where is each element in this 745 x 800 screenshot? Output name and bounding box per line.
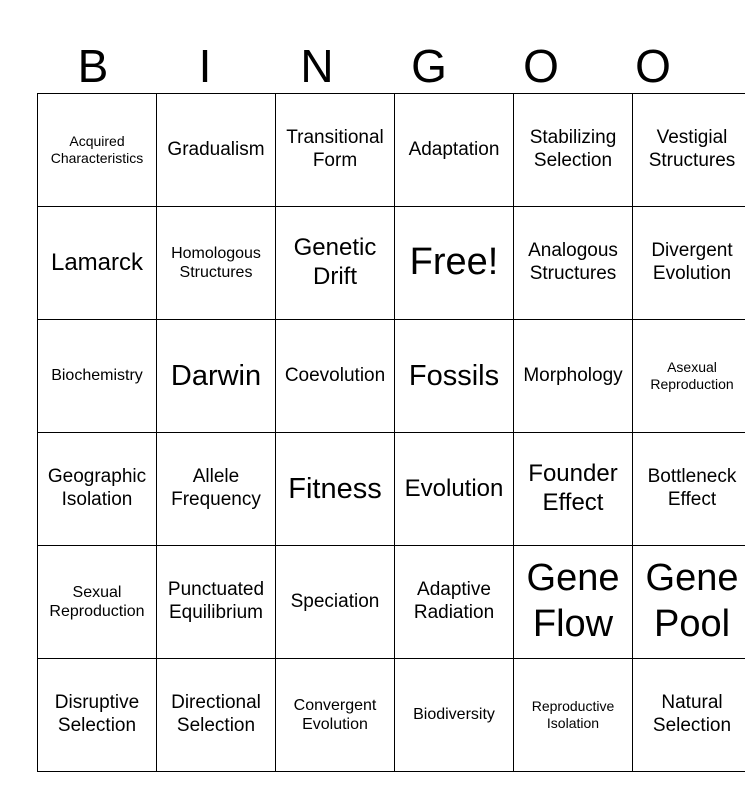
bingo-cell[interactable] <box>395 659 514 772</box>
bingo-cell[interactable] <box>514 659 633 772</box>
bingo-cell[interactable] <box>514 320 633 433</box>
header-letter-o: O <box>523 40 559 92</box>
bingo-cell[interactable] <box>276 94 395 207</box>
cell-label: Adaptive Radiation <box>413 579 495 623</box>
cell-label: Asexual Reproduction <box>650 359 734 392</box>
cell-label: Stabilizing Selection <box>529 127 617 171</box>
bingo-cell[interactable] <box>514 546 633 659</box>
bingo-cell[interactable] <box>395 433 514 546</box>
bingo-cell[interactable] <box>38 94 157 207</box>
bingo-cell[interactable] <box>276 659 395 772</box>
bingo-cell[interactable] <box>633 94 745 207</box>
cell-label: Disruptive Selection <box>54 692 140 736</box>
free-cell[interactable] <box>395 207 514 320</box>
cell-label: Acquired Characteristics <box>50 133 144 166</box>
header-letter-b: B <box>77 40 109 92</box>
bingo-cell[interactable] <box>276 207 395 320</box>
cell-label: Adaptation <box>408 138 500 160</box>
bingo-cell[interactable] <box>157 320 276 433</box>
bingo-cell[interactable] <box>38 207 157 320</box>
bingo-header <box>37 38 709 94</box>
bingo-cell[interactable] <box>157 659 276 772</box>
board-row <box>38 659 745 772</box>
cell-label: Free! <box>409 241 499 284</box>
cell-label: Vestigial Structures <box>648 127 736 171</box>
bingo-cell[interactable] <box>633 546 745 659</box>
cell-label: Homologous Structures <box>171 244 261 281</box>
bingo-cell[interactable] <box>38 433 157 546</box>
cell-label: Bottleneck Effect <box>647 466 737 510</box>
board-row <box>38 94 745 207</box>
header-letter-i: I <box>198 40 212 92</box>
bingo-cell[interactable] <box>633 659 745 772</box>
cell-label: Genetic Drift <box>293 234 377 290</box>
cell-label: Natural Selection <box>652 692 732 736</box>
cell-label: Speciation <box>290 590 380 612</box>
header-letter-g: G <box>411 40 447 92</box>
board-row <box>38 433 745 546</box>
board-row <box>38 546 745 659</box>
cell-label: Transitional Form <box>286 127 384 171</box>
bingo-cell[interactable] <box>157 433 276 546</box>
bingo-cell[interactable] <box>395 94 514 207</box>
bingo-cell[interactable] <box>157 94 276 207</box>
board-row <box>38 320 745 433</box>
bingo-cell[interactable] <box>514 207 633 320</box>
cell-label: Gradualism <box>167 138 265 160</box>
cell-label: Fossils <box>408 359 500 392</box>
cell-label: Analogous Structures <box>528 240 618 284</box>
cell-label: Convergent Evolution <box>293 696 377 733</box>
bingo-cell[interactable] <box>395 320 514 433</box>
bingo-cell[interactable] <box>276 546 395 659</box>
bingo-cell[interactable] <box>514 433 633 546</box>
cell-label: Allele Frequency <box>171 466 261 510</box>
bingo-cell[interactable] <box>633 433 745 546</box>
cell-label: Lamarck <box>50 248 144 276</box>
cell-label: Evolution <box>404 474 504 502</box>
bingo-cell[interactable] <box>633 320 745 433</box>
cell-label: Biochemistry <box>51 367 143 385</box>
cell-label: Coevolution <box>284 364 386 386</box>
bingo-cell[interactable] <box>276 320 395 433</box>
bingo-cell[interactable] <box>395 546 514 659</box>
cell-label: Gene Flow <box>526 557 620 645</box>
bingo-cell[interactable] <box>157 546 276 659</box>
bingo-board <box>37 93 745 772</box>
bingo-cell[interactable] <box>38 320 157 433</box>
cell-label: Divergent Evolution <box>651 240 733 284</box>
bingo-cell[interactable] <box>276 433 395 546</box>
board-row <box>38 207 745 320</box>
bingo-cell[interactable] <box>514 94 633 207</box>
cell-label: Biodiversity <box>413 706 495 724</box>
header-letter-o-2: O <box>635 40 671 92</box>
bingo-cell[interactable] <box>157 207 276 320</box>
cell-label: Sexual Reproduction <box>49 583 145 620</box>
bingo-cell[interactable] <box>38 546 157 659</box>
bingo-cell[interactable] <box>633 207 745 320</box>
cell-label: Reproductive Isolation <box>531 698 615 731</box>
cell-label: Fitness <box>288 472 382 505</box>
bingo-cell[interactable] <box>38 659 157 772</box>
cell-label: Punctuated Equilibrium <box>167 579 265 623</box>
cell-label: Directional Selection <box>171 692 261 736</box>
cell-label: Darwin <box>170 359 262 392</box>
header-letter-n: N <box>300 40 334 92</box>
cell-label: Geographic Isolation <box>47 466 147 510</box>
cell-label: Gene Pool <box>645 557 739 645</box>
cell-label: Morphology <box>523 364 623 386</box>
cell-label: Founder Effect <box>528 460 618 516</box>
